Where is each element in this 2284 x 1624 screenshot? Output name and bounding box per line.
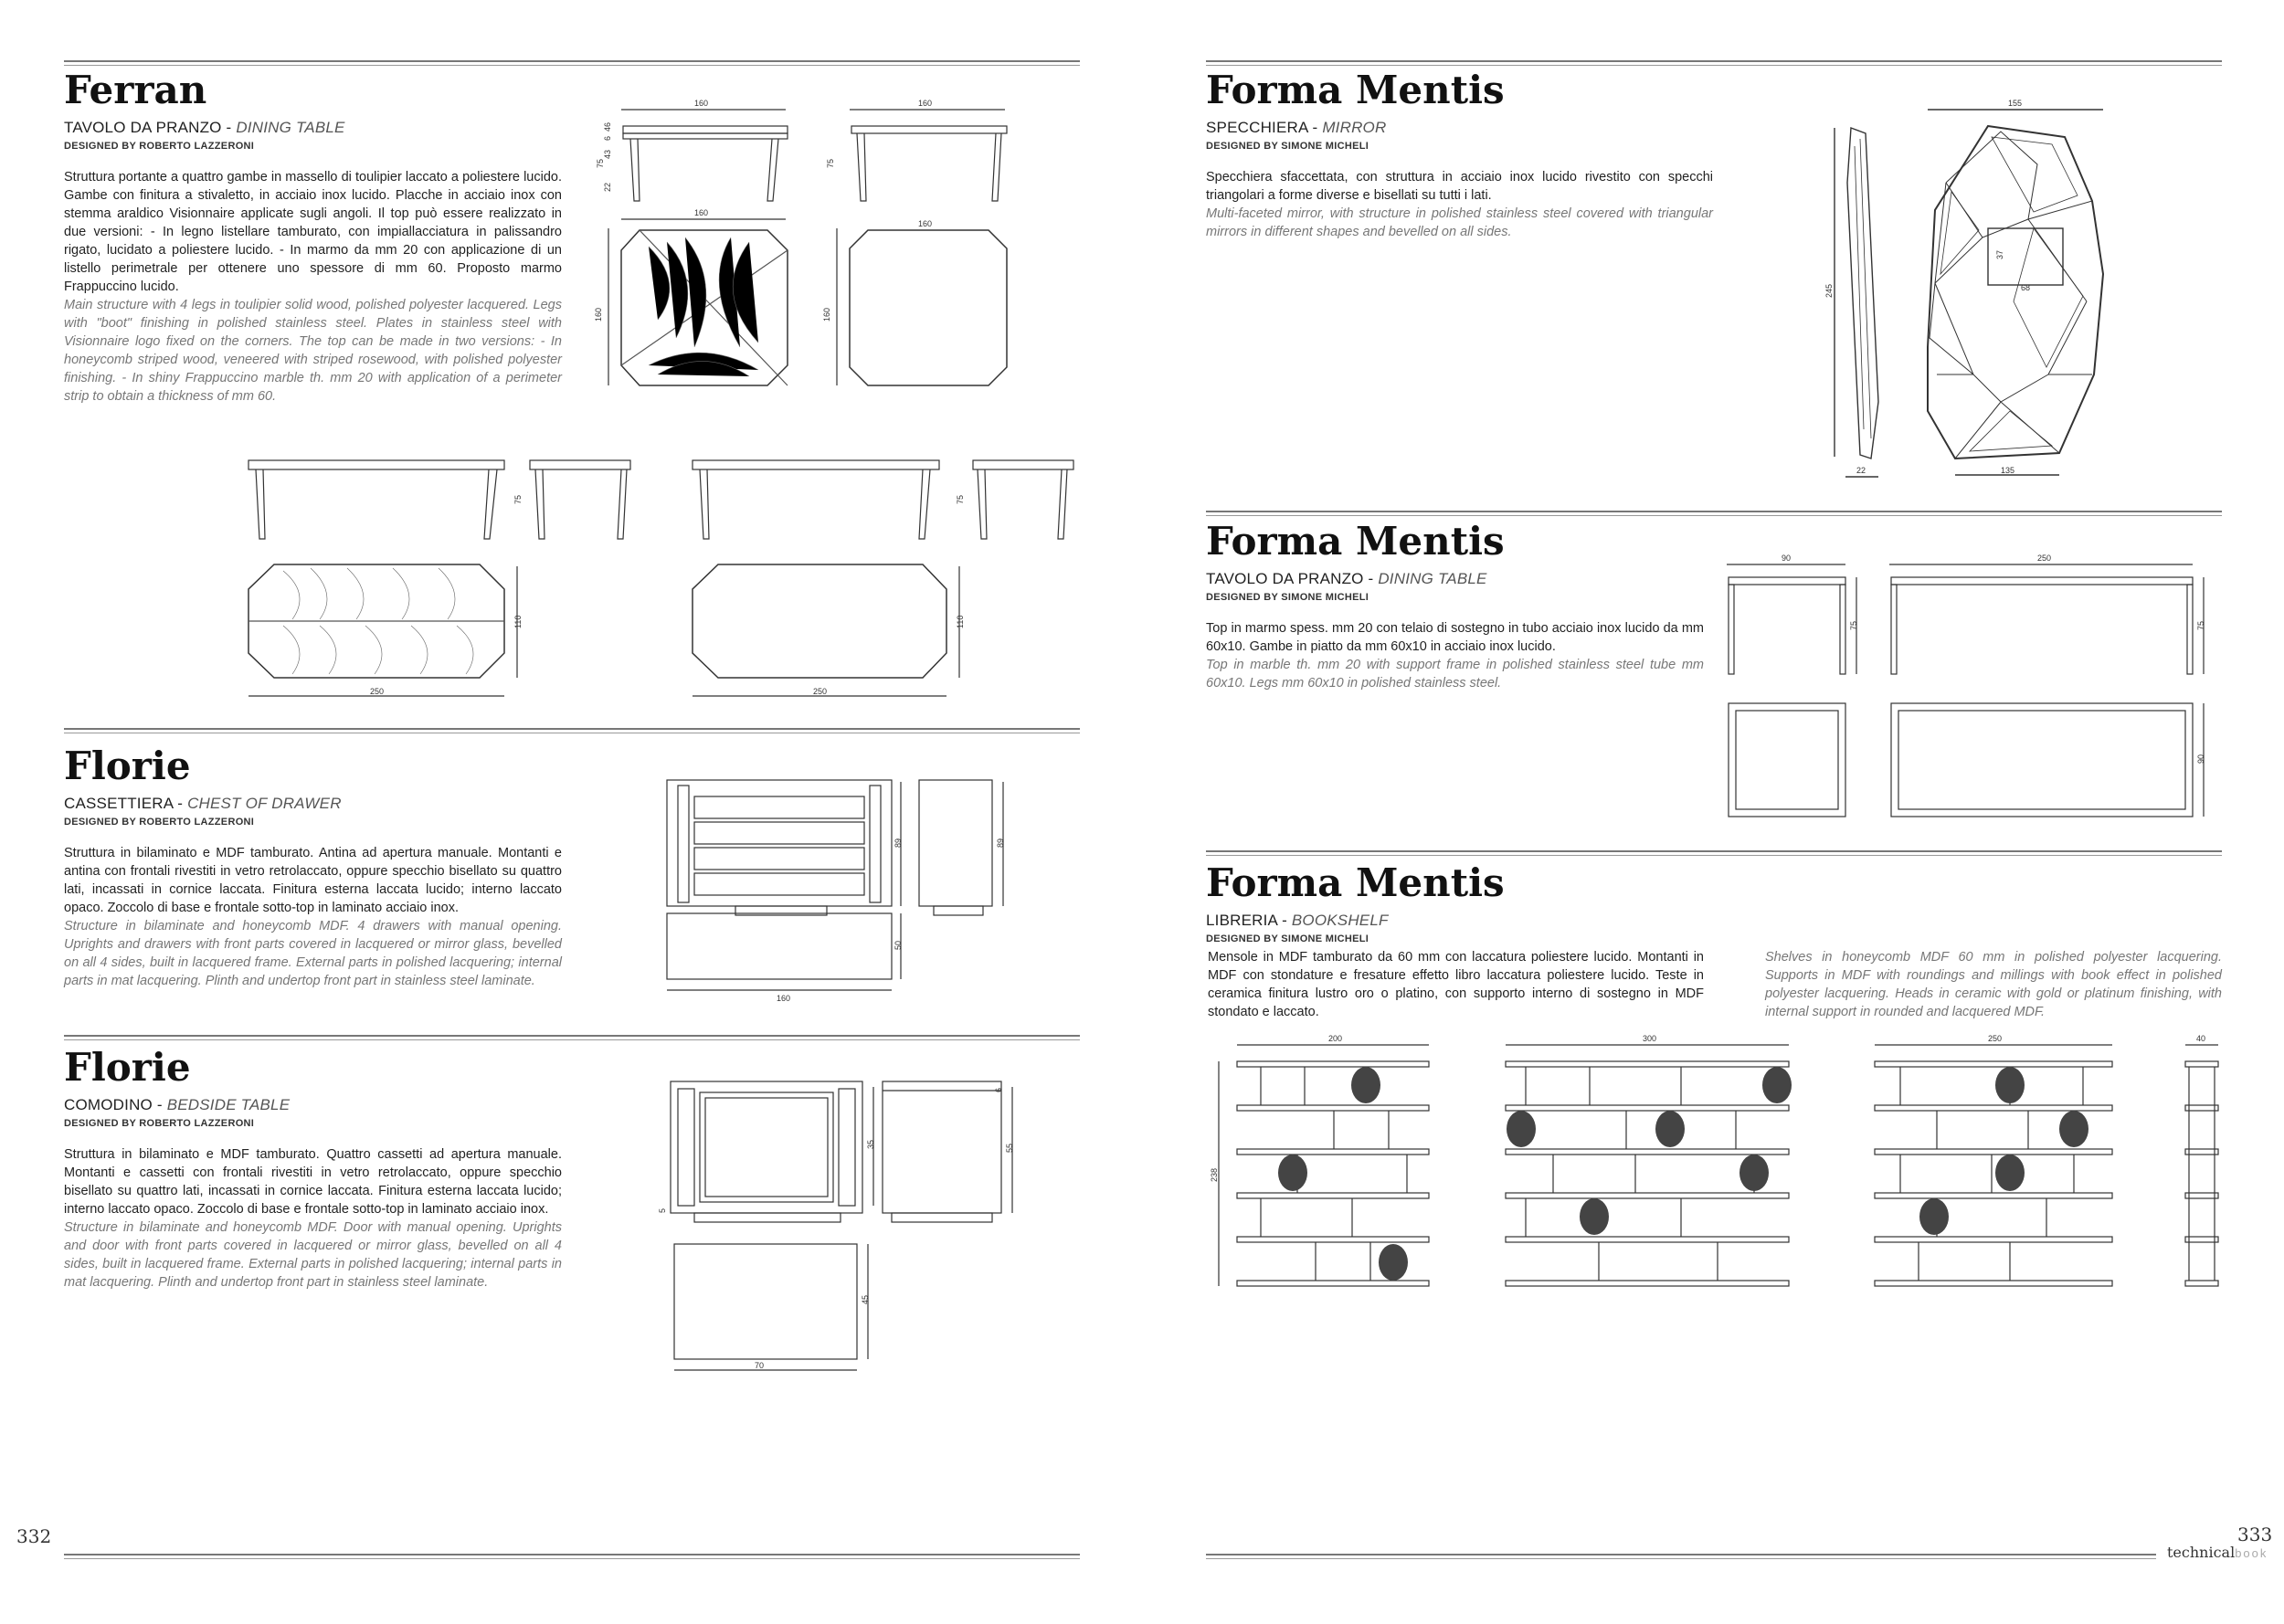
- svg-text:37: 37: [1995, 249, 2004, 259]
- section-title: Florie: [64, 1045, 191, 1090]
- brand-logo: technicalbook: [2167, 1544, 2268, 1561]
- svg-text:160: 160: [777, 994, 791, 1003]
- svg-text:75: 75: [596, 158, 605, 168]
- svg-text:245: 245: [1824, 283, 1834, 298]
- svg-text:250: 250: [813, 687, 828, 696]
- description-it: Top in marmo spess. mm 20 con telaio di sostegno in tubo acciaio inox lucido da mm 60x10. Gambe in piatto da mm 60x10 in acciaio inox lucido.: [1206, 621, 1704, 654]
- description-it: Struttura in bilaminato e MDF tamburato. Antina ad apertura manuale. Montanti e antina con frontali rivestiti in vetro retrolaccato, oppure specchio bisellato su quattro lati, incassati in cornice laccata. Finitura esterna laccata lucido; interno laccato opaco. Zoccolo di base e frontale sotto-top in laminato acciaio inox.: [64, 846, 562, 915]
- description-en: Multi-faceted mirror, with structure in polished stainless steel covered with triangular mirrors in different shapes and bevelled on all sides.: [1206, 206, 1713, 239]
- svg-text:90: 90: [1782, 554, 1792, 563]
- description-en: Structure in bilaminate and honeycomb MDF. Door with manual opening. Uprights and door with front parts covered in lacquered or mirror glass, bevelled on all 4 sides, built in lacquered frame. External parts in polished lacquering; internal parts in mat lacquering. Plinth and undertop front part in stainless steel laminate.: [64, 1220, 562, 1290]
- svg-text:70: 70: [755, 1361, 765, 1370]
- product-type: LIBRERIA - BOOKSHELF: [1206, 912, 1389, 929]
- svg-text:75: 75: [956, 494, 965, 504]
- svg-text:22: 22: [603, 182, 612, 192]
- top-rule-left-thin: [64, 65, 1080, 66]
- description-it: Specchiera sfaccettata, con struttura in acciaio inox lucido rivestito con specchi triangolari a forme diverse e bisellati su tutti i lati.: [1206, 170, 1713, 203]
- product-type: COMODINO - BEDSIDE TABLE: [64, 1096, 291, 1113]
- svg-text:43: 43: [603, 149, 612, 159]
- top-rule-right-thin: [1206, 65, 2222, 66]
- divider-rule-right-2: [1206, 850, 2222, 852]
- description-it: Struttura portante a quattro gambe in massello di toulipier laccato a poliestere lucido. Gambe con finitura a stivaletto, in acciaio inox lucido. Placche in acciaio inox con stemma araldico Visionnaire applicate sugli angoli. Il top può essere realizzato in due versioni: - In legno listellare tamburato, con impiallacciatura in palissandro rigato, lucidato a poliestere lucido. - In marmo da mm 20 con applicazione di un listello perimetrale per ottenere uno spessore di mm 60. Proposto marmo Frappuccino lucido.: [64, 170, 562, 294]
- svg-text:250: 250: [370, 687, 385, 696]
- svg-text:155: 155: [2008, 99, 2023, 108]
- mirror-drawing: [1818, 100, 2138, 484]
- bookshelf-description-it: Mensole in MDF tamburato da 60 mm con laccatura poliestere lucido. Montanti in MDF con stondature e fresature effetto libro laccatura poliestere lucido. Teste in ceramica finitura lustro oro o platino, con supporto interno di sostegno in MDF stondato e laccato.: [1208, 950, 1704, 1019]
- section-title: Florie: [64, 743, 191, 788]
- description-en: Top in marble th. mm 20 with support frame in polished stainless steel tube mm 60x10. Legs mm 60x10 in polished stainless steel.: [1206, 658, 1704, 691]
- divider-rule-2-thin: [64, 1039, 1080, 1040]
- svg-text:135: 135: [2001, 466, 2015, 475]
- svg-text:35: 35: [866, 1139, 875, 1149]
- description-en: Main structure with 4 legs in toulipier solid wood, polished polyester lacquered. Legs with "boot" finishing in polished stainless steel. Plates in stainless steel with Visionnaire logo fixed on the corners. The top can be made in two versions: - In honeycomb striped wood, veneered with striped rosewood, with polished polyester finishing. - In shiny Frappuccino marble th. mm 20 with application of a perimeter strip to obtain a thickness of mm 60.: [64, 298, 562, 404]
- svg-text:6: 6: [994, 1087, 1003, 1092]
- svg-text:6: 6: [603, 135, 612, 141]
- florie-bedside-drawing: [658, 1069, 1023, 1379]
- svg-text:110: 110: [513, 615, 523, 628]
- svg-text:160: 160: [918, 99, 933, 108]
- svg-text:75: 75: [513, 494, 523, 504]
- svg-text:75: 75: [826, 158, 835, 168]
- svg-text:68: 68: [2021, 283, 2031, 292]
- top-rule-right: [1206, 60, 2222, 62]
- top-rule-left: [64, 60, 1080, 62]
- designer: DESIGNED BY ROBERTO LAZZERONI: [64, 1118, 255, 1129]
- svg-text:89: 89: [996, 838, 1005, 848]
- bottom-rule-right: [1206, 1554, 2156, 1555]
- svg-text:160: 160: [594, 307, 603, 322]
- svg-text:110: 110: [956, 615, 965, 628]
- designer: DESIGNED BY SIMONE MICHELI: [1206, 141, 1369, 152]
- product-type: SPECCHIERA - MIRROR: [1206, 119, 1387, 136]
- svg-text:45: 45: [861, 1294, 870, 1304]
- designer: DESIGNED BY SIMONE MICHELI: [1206, 933, 1369, 944]
- svg-text:50: 50: [894, 940, 903, 950]
- svg-text:200: 200: [1328, 1034, 1343, 1043]
- product-type: TAVOLO DA PRANZO - DINING TABLE: [64, 119, 345, 136]
- divider-rule-right-2-thin: [1206, 855, 2222, 856]
- svg-text:55: 55: [1005, 1143, 1014, 1153]
- page-number-left: 332: [16, 1525, 52, 1547]
- florie-chest-section: [64, 743, 562, 990]
- page-number-right: 333: [2237, 1524, 2273, 1545]
- designer: DESIGNED BY ROBERTO LAZZERONI: [64, 817, 255, 828]
- divider-rule-right: [1206, 511, 2222, 512]
- designer: DESIGNED BY SIMONE MICHELI: [1206, 592, 1369, 603]
- svg-text:300: 300: [1643, 1034, 1657, 1043]
- section-title: Forma Mentis: [1206, 68, 1505, 112]
- svg-text:75: 75: [1849, 620, 1858, 630]
- svg-text:90: 90: [2196, 754, 2205, 764]
- divider-rule-right-thin: [1206, 515, 2222, 516]
- divider-rule: [64, 728, 1080, 730]
- designer: DESIGNED BY ROBERTO LAZZERONI: [64, 141, 255, 152]
- svg-text:160: 160: [694, 99, 709, 108]
- svg-text:40: 40: [2196, 1034, 2206, 1043]
- product-type: CASSETTIERA - CHEST OF DRAWER: [64, 795, 342, 812]
- svg-text:160: 160: [918, 219, 933, 228]
- svg-text:160: 160: [694, 208, 709, 217]
- svg-text:46: 46: [603, 121, 612, 132]
- section-title: Ferran: [64, 68, 207, 112]
- bookshelf-section: [1206, 860, 2222, 944]
- product-type: TAVOLO DA PRANZO - DINING TABLE: [1206, 570, 1487, 587]
- florie-chest-drawing: [658, 776, 1023, 1005]
- svg-text:238: 238: [1210, 1167, 1219, 1182]
- divider-rule-2: [64, 1035, 1080, 1037]
- description-it: Struttura in bilaminato e MDF tamburato. Quattro cassetti ad apertura manuale. Montanti e cassetti con frontali rivestiti in vetro retrolaccato, oppure specchio bisellato su quattro lati, incassati in cornice laccata. Finitura esterna laccata lucido; interno laccato opaco. Zoccolo di base e frontale sotto-top in laminato acciaio inox.: [64, 1147, 562, 1217]
- florie-bedside-section: [64, 1045, 562, 1292]
- svg-text:22: 22: [1856, 466, 1866, 475]
- bottom-rule-right-thin: [1206, 1558, 2156, 1559]
- dining-section: [1206, 519, 1704, 692]
- section-title: Forma Mentis: [1206, 519, 1505, 564]
- ferran-small-drawing: [594, 100, 1105, 402]
- bottom-rule-left-thin: [64, 1558, 1080, 1559]
- svg-text:5: 5: [658, 1207, 667, 1213]
- description-en: Structure in bilaminate and honeycomb MDF. 4 drawers with manual opening. Uprights and drawers with front parts covered in lacquered or mirror glass, bevelled on all 4 sides, built in lacquered frame. External parts in polished lacquering; internal parts in mat lacquering. Plinth and undertop front part in stainless steel laminate.: [64, 919, 562, 988]
- bookshelf-drawing: [1206, 1032, 2229, 1297]
- ceramic-heads: [1278, 1067, 2088, 1281]
- ferran-large-drawing: [228, 448, 1105, 712]
- svg-text:75: 75: [2196, 620, 2205, 630]
- bookshelf-description-en: Shelves in honeycomb MDF 60 mm in polished polyester lacquering. Supports in MDF with roundings and millings with book effect in polished polyester lacquering. Heads in ceramic with gold or platinum finishing, with internal support in rounded and lacquered MDF.: [1765, 950, 2222, 1019]
- bottom-rule-left: [64, 1554, 1080, 1555]
- svg-text:250: 250: [2037, 554, 2052, 563]
- svg-text:89: 89: [894, 838, 903, 848]
- ferran-section: [64, 68, 562, 406]
- svg-text:250: 250: [1988, 1034, 2003, 1043]
- section-title: Forma Mentis: [1206, 860, 1505, 905]
- svg-text:160: 160: [822, 307, 831, 322]
- dining-drawing: [1718, 555, 2229, 829]
- mirror-section: [1206, 68, 1713, 241]
